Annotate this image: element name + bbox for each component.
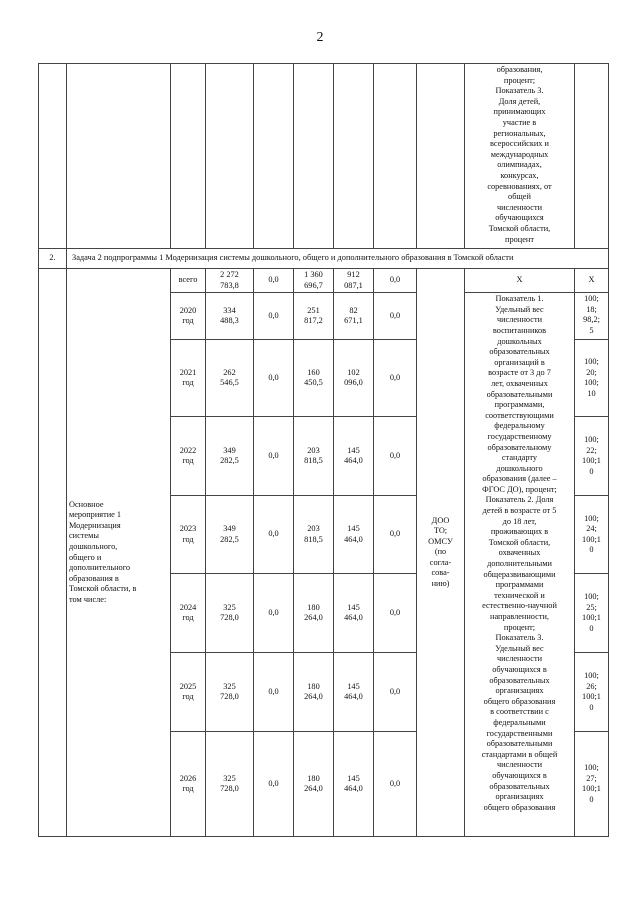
cell-empty [334,64,374,249]
local-funding: 82 671,1 [334,293,374,340]
local-funding: 145 464,0 [334,496,374,574]
federal-funding: 0,0 [254,269,294,293]
indicator-values: 100; 24; 100;1 0 [575,496,609,574]
indicator-values: 100; 18; 98,2; 5 [575,293,609,340]
extra-funding: 0,0 [374,574,417,653]
federal-funding: 0,0 [254,653,294,732]
indicator-values: 100; 26; 100;1 0 [575,653,609,732]
cell-empty [374,64,417,249]
local-funding: 145 464,0 [334,732,374,837]
regional-funding: 203 818,5 [294,417,334,496]
total-funding: 2 272 783,8 [206,269,254,293]
regional-funding: 180 264,0 [294,732,334,837]
federal-funding: 0,0 [254,496,294,574]
federal-funding: 0,0 [254,417,294,496]
indicator-values: 100; 22; 100;1 0 [575,417,609,496]
indicator-values: 100; 20; 100; 10 [575,340,609,417]
local-funding: 145 464,0 [334,574,374,653]
period-cell: 2021 год [171,340,206,417]
cell-empty [294,64,334,249]
extra-funding: 0,0 [374,732,417,837]
cell-empty [39,269,67,837]
period-cell: 2026 год [171,732,206,837]
task-number: 2. [39,249,67,269]
executor: ДОО ТО; ОМСУ (по согла- сова- нию) [417,269,465,837]
measure-indicators: Показатель 1. Удельный вес численности воспитанников дошкольных образовательных организаций в возрасте от 3 до 7 лет, охваченных образовательными программами, соответствующими федеральному государственному образовательному стандарту дошкольного образования (далее – ФГОС ДО), процент; Показатель 2. Доля детей в возрасте от 5 до 18 лет, проживающих в Томской области, охваченных дополнительными общеразвивающими программами технической и естественно-научной направленности, процент; Показатель 3. Удельный вес численности обучающихся в образовательных организациях общего образования в соответствии с федеральными государственными образовательными стандартами в общей численности обучающихся в образовательных организациях общего образования [465,293,575,837]
continuation-row [39,64,609,249]
regional-funding: 180 264,0 [294,653,334,732]
value-x: Х [575,269,609,293]
cell-empty [39,64,67,249]
program-table [38,63,609,837]
regional-funding: 160 450,5 [294,340,334,417]
period-cell: 2022 год [171,417,206,496]
indicator-values: 100; 25; 100;1 0 [575,574,609,653]
task-title: Задача 2 подпрограммы 1 Модернизация системы дошкольного, общего и дополнительного образования в Томской области [67,249,609,269]
period-cell: 2024 год [171,574,206,653]
regional-funding: 180 264,0 [294,574,334,653]
regional-funding: 203 818,5 [294,496,334,574]
federal-funding: 0,0 [254,293,294,340]
cell-empty [171,64,206,249]
extra-funding: 0,0 [374,293,417,340]
federal-funding: 0,0 [254,340,294,417]
local-funding: 145 464,0 [334,417,374,496]
regional-funding: 251 817,2 [294,293,334,340]
total-funding: 334 488,3 [206,293,254,340]
regional-funding: 1 360 696,7 [294,269,334,293]
total-funding: 349 282,5 [206,417,254,496]
total-funding: 325 728,0 [206,574,254,653]
total-funding: 325 728,0 [206,653,254,732]
cell-empty [575,64,609,249]
indicators-continued: образования, процент; Показатель 3. Доля детей, принимающих участие в региональных, всероссийских и международных олимпиадах, конкурсах, соревнованиях, от общей численности обучающихся Томской области, процент [465,64,575,249]
period-cell: 2020 год [171,293,206,340]
total-funding: 349 282,5 [206,496,254,574]
period-cell: всего [171,269,206,293]
federal-funding: 0,0 [254,732,294,837]
total-funding: 262 546,5 [206,340,254,417]
task-row [39,249,609,269]
extra-funding: 0,0 [374,496,417,574]
extra-funding: 0,0 [374,417,417,496]
cell-empty [206,64,254,249]
indicator-values: 100; 27; 100;1 0 [575,732,609,837]
cell-empty [67,64,171,249]
federal-funding: 0,0 [254,574,294,653]
local-funding: 102 096,0 [334,340,374,417]
cell-empty [417,64,465,249]
extra-funding: 0,0 [374,269,417,293]
period-cell: 2023 год [171,496,206,574]
period-cell: 2025 год [171,653,206,732]
extra-funding: 0,0 [374,340,417,417]
extra-funding: 0,0 [374,653,417,732]
indicator-x: Х [465,269,575,293]
measure-name: Основное мероприятие 1 Модернизация системы дошкольного, общего и дополнительного образования в Томской области, в том числе: [67,269,171,837]
local-funding: 145 464,0 [334,653,374,732]
local-funding: 912 087,1 [334,269,374,293]
total-funding: 325 728,0 [206,732,254,837]
cell-empty [254,64,294,249]
total-row [39,269,609,293]
page-number: 2 [316,30,324,45]
